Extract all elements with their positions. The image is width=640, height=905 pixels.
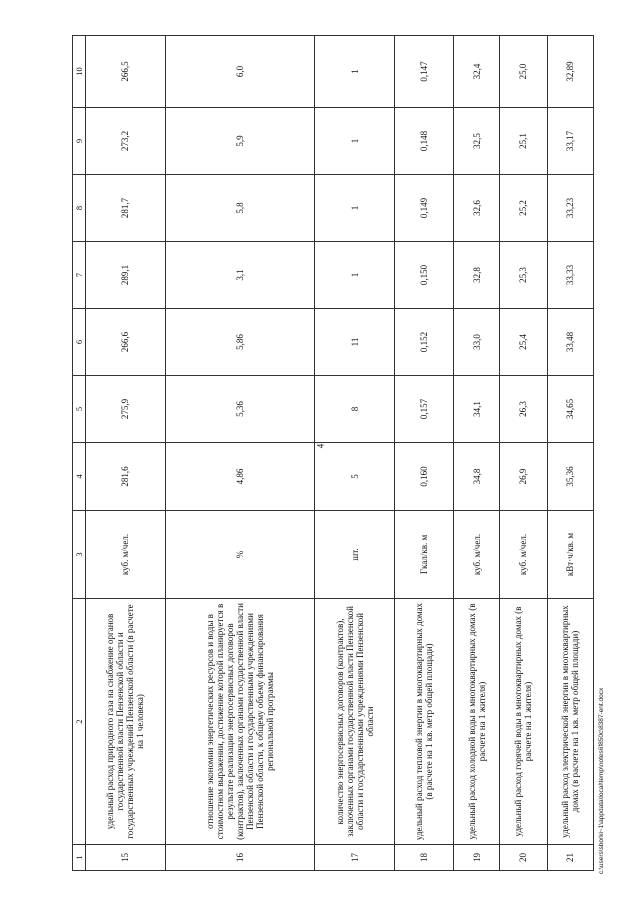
column-header: 6 — [73, 309, 86, 376]
value-cell: 25,3 — [500, 242, 547, 309]
unit-cell: кВт·ч/кв. м — [547, 511, 593, 599]
indicator-description: удельный расход горячей воды в многоквартирных домах (в расчете на 1 жителя) — [500, 599, 547, 845]
value-cell: 0,148 — [395, 108, 453, 175]
unit-cell: куб. м/чел. — [500, 511, 547, 599]
value-cell: 266,5 — [86, 36, 166, 108]
value-cell: 275,9 — [86, 376, 166, 443]
value-cell: 25,1 — [500, 108, 547, 175]
value-cell: 5,36 — [165, 376, 314, 443]
indicator-description: отношение экономии энергетических ресурсов и воды в стоимостном выражении, достижение которой планируется в результате реализации энергосервисных договоров (контрактов), заключенных органами государственной власти Пензенской области и государственными учреждениями Пензенской области, к общему объему финансирования региональной программы — [165, 599, 314, 845]
table-row — [86, 36, 166, 871]
indicator-description: удельный расход природного газа на снабжение органов государственной власти Пензенской области и государственных учреждений Пензенской области (в расчете на 1 человека) — [86, 599, 166, 845]
value-cell: 33,33 — [547, 242, 593, 309]
table-row — [500, 36, 547, 871]
header-row — [73, 36, 86, 871]
row-number: 21 — [547, 845, 593, 871]
value-cell: 273,2 — [86, 108, 166, 175]
value-cell: 32,4 — [453, 36, 499, 108]
value-cell: 33,23 — [547, 175, 593, 242]
value-cell: 25,0 — [500, 36, 547, 108]
value-cell: 0,152 — [395, 309, 453, 376]
column-header: 3 — [73, 511, 86, 599]
unit-cell: куб. м/чел. — [86, 511, 166, 599]
column-header: 7 — [73, 242, 86, 309]
value-cell: 5,9 — [165, 108, 314, 175]
value-cell: 1 — [314, 175, 395, 242]
table-row — [314, 36, 395, 871]
value-cell: 26,9 — [500, 443, 547, 511]
footer-file-path: c:\users\sborki~1\appdata\local\temp\notes6f850c\8387-ent.docx — [598, 687, 605, 874]
value-cell: 32,5 — [453, 108, 499, 175]
table-row — [453, 36, 499, 871]
value-cell: 34,8 — [453, 443, 499, 511]
column-header: 9 — [73, 108, 86, 175]
value-cell: 266,6 — [86, 309, 166, 376]
row-number: 17 — [314, 845, 395, 871]
row-number: 15 — [86, 845, 166, 871]
indicator-description: удельный расход холодной воды в многоквартирных домах (в расчете на 1 жителя) — [453, 599, 499, 845]
indicator-description: удельный расход тепловой энергии в многоквартирных домах (в расчете на 1 кв. метр общей площади) — [395, 599, 453, 845]
value-cell: 25,2 — [500, 175, 547, 242]
value-cell: 281,6 — [86, 443, 166, 511]
row-number: 18 — [395, 845, 453, 871]
column-header: 2 — [73, 599, 86, 845]
indicator-description: удельный расход электрической энергии в многоквартирных домах (в расчете на 1 кв. метр общей площади) — [547, 599, 593, 845]
column-header: 8 — [73, 175, 86, 242]
value-cell: 5,86 — [165, 309, 314, 376]
value-cell: 0,147 — [395, 36, 453, 108]
column-header: 4 — [73, 443, 86, 511]
value-cell: 25,4 — [500, 309, 547, 376]
rotated-table-container — [72, 36, 594, 871]
unit-cell: Гкал/кв. м — [395, 511, 453, 599]
value-cell: 5,8 — [165, 175, 314, 242]
value-cell: 34,1 — [453, 376, 499, 443]
indicators-table — [72, 35, 594, 871]
value-cell: 32,6 — [453, 175, 499, 242]
value-cell: 33,48 — [547, 309, 593, 376]
value-cell: 8 — [314, 376, 395, 443]
value-cell: 4,86 — [165, 443, 314, 511]
value-cell: 0,149 — [395, 175, 453, 242]
column-header: 10 — [73, 36, 86, 108]
value-cell: 32,89 — [547, 36, 593, 108]
value-cell: 33,0 — [453, 309, 499, 376]
value-cell: 1 — [314, 242, 395, 309]
value-cell: 34,65 — [547, 376, 593, 443]
value-cell: 33,17 — [547, 108, 593, 175]
value-cell: 26,3 — [500, 376, 547, 443]
value-cell: 11 — [314, 309, 395, 376]
row-number: 16 — [165, 845, 314, 871]
value-cell: 0,150 — [395, 242, 453, 309]
column-header: 5 — [73, 376, 86, 443]
unit-cell: куб. м/чел. — [453, 511, 499, 599]
value-cell: 0,157 — [395, 376, 453, 443]
column-header: 1 — [73, 845, 86, 871]
row-number: 19 — [453, 845, 499, 871]
value-cell: 1 — [314, 108, 395, 175]
value-cell: 281,7 — [86, 175, 166, 242]
value-cell: 3,1 — [165, 242, 314, 309]
unit-cell: шт. — [314, 511, 395, 599]
table-row — [547, 36, 593, 871]
value-cell: 0,160 — [395, 443, 453, 511]
unit-cell: % — [165, 511, 314, 599]
value-cell: 5 — [314, 443, 395, 511]
row-number: 20 — [500, 845, 547, 871]
value-cell: 289,1 — [86, 242, 166, 309]
value-cell: 1 — [314, 36, 395, 108]
value-cell: 35,36 — [547, 443, 593, 511]
page-number: 4 — [315, 443, 325, 449]
value-cell: 32,8 — [453, 242, 499, 309]
indicator-description: количество энергосервисных договоров (контрактов), заключенных органами государственной власти Пензенской области и государственными учреждениями Пензенской области — [314, 599, 395, 845]
value-cell: 6,0 — [165, 36, 314, 108]
table-row — [395, 36, 453, 871]
table-row — [165, 36, 314, 871]
